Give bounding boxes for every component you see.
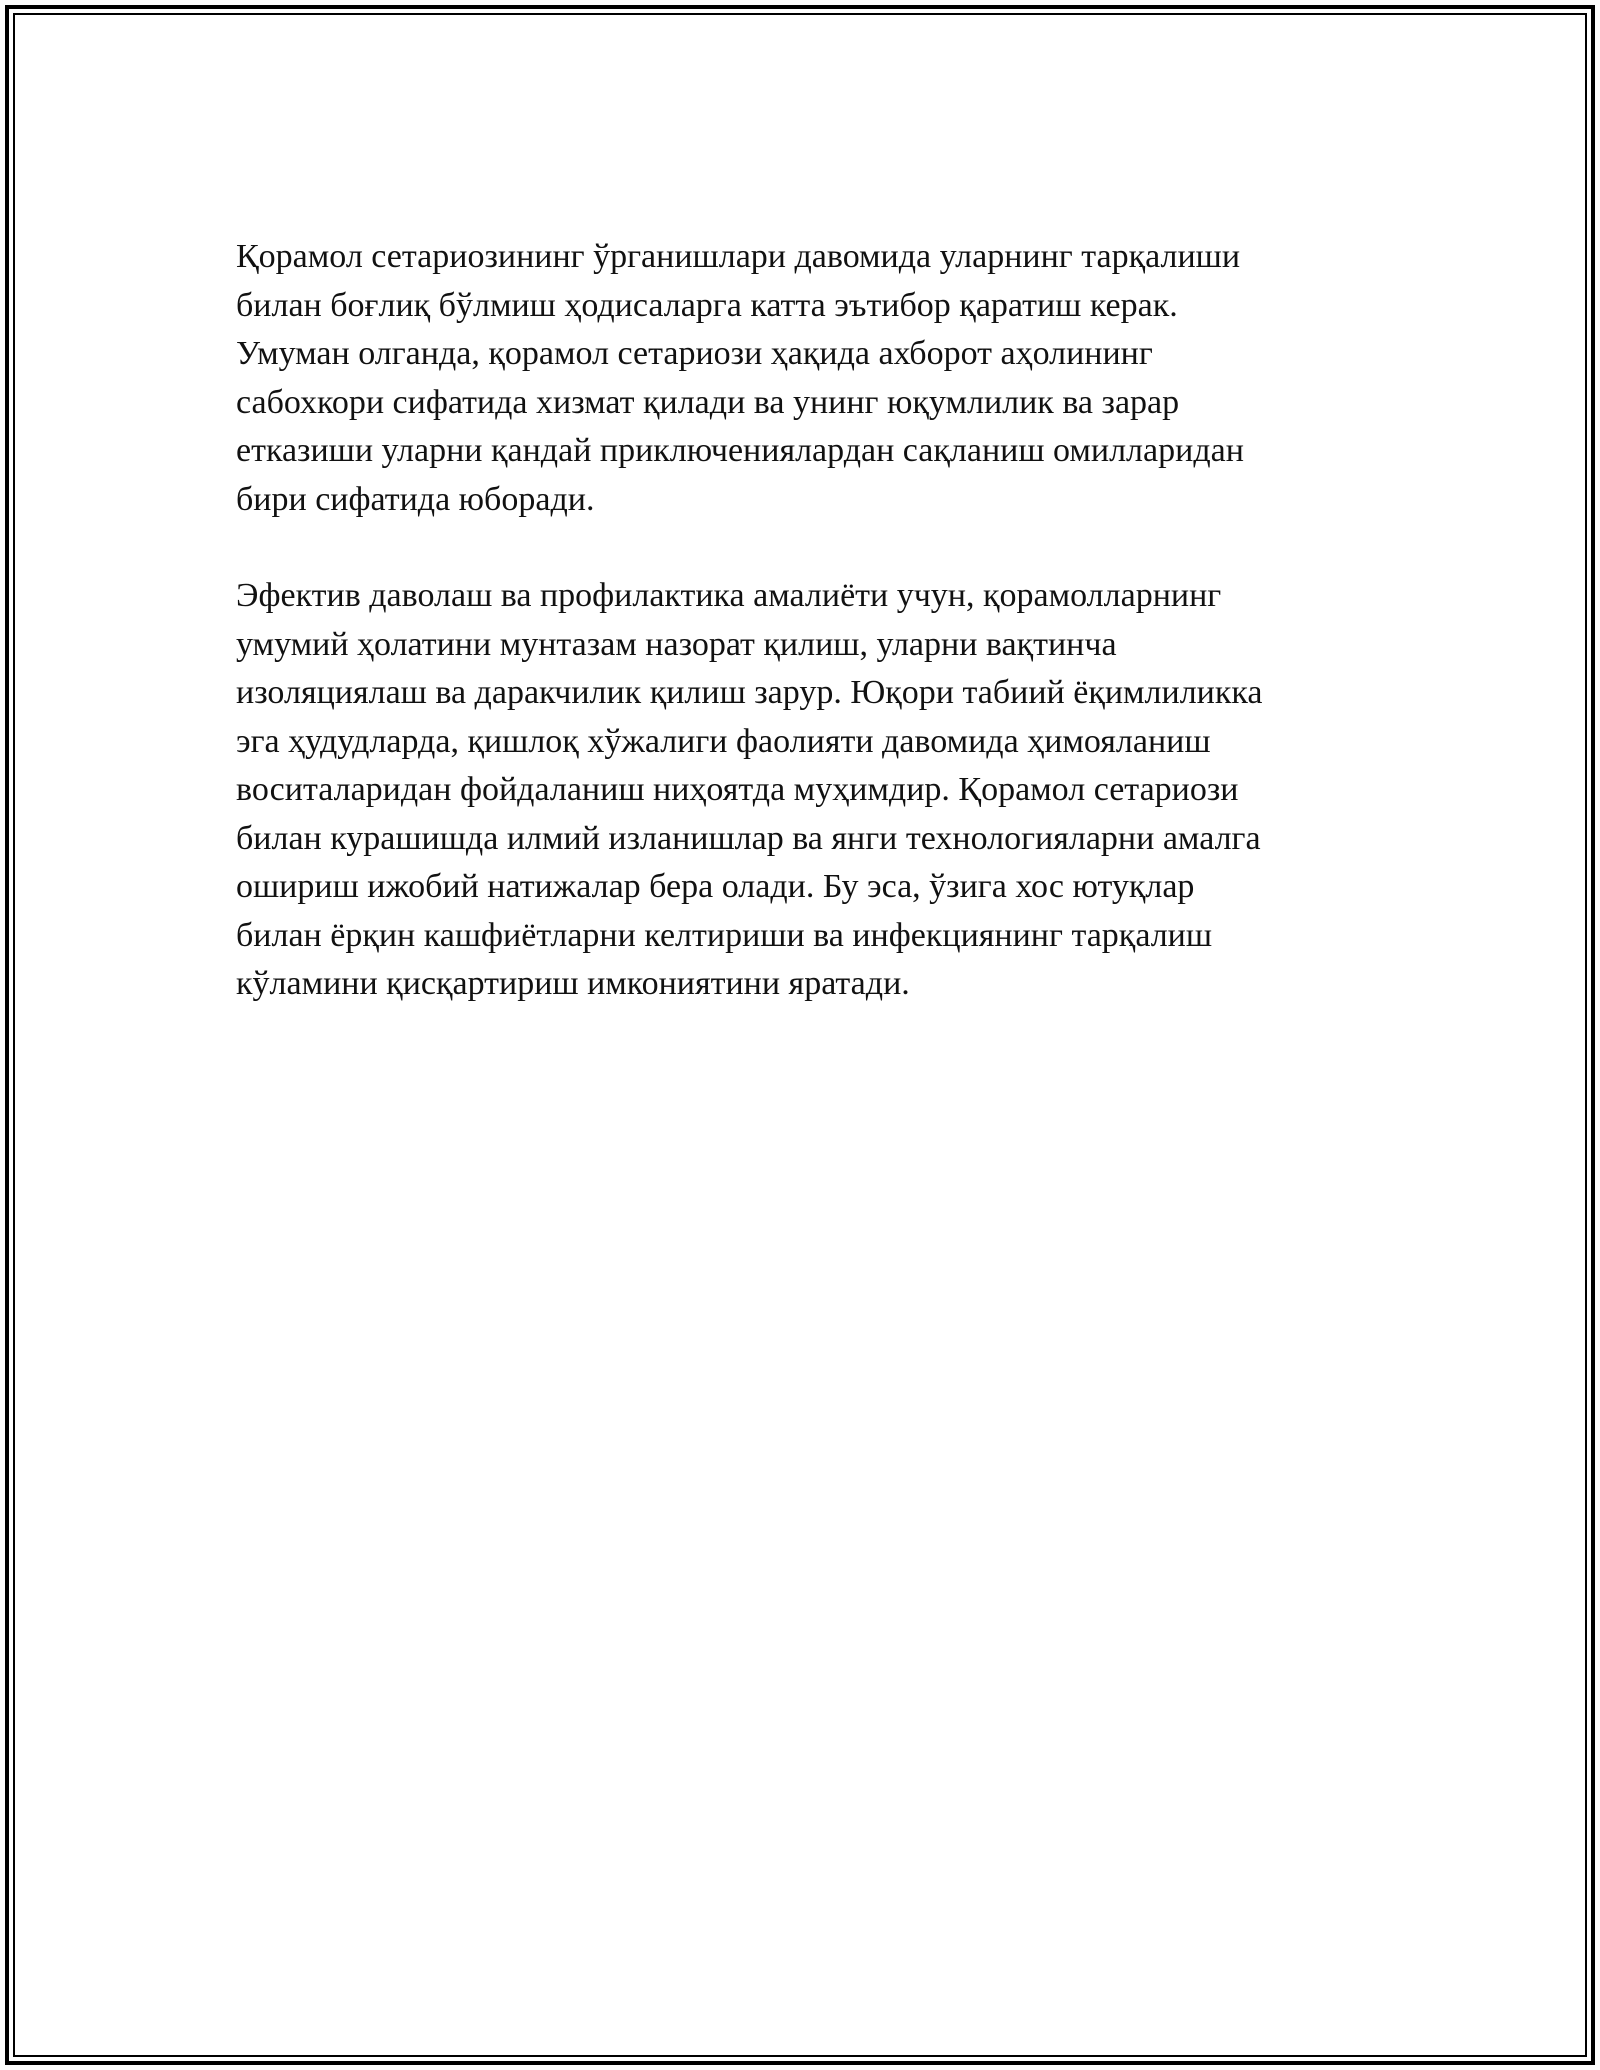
text-line: Қорамол сетариозининг ўрганишлари давомида уларнинг тарқалиши (236, 238, 1241, 275)
text-line: билан курашишда илмий изланишлар ва янги технологияларни амалга (236, 819, 1261, 857)
text-line: воситаларидан фойдаланиш ниҳоятда муҳимдир. Қорамол сетариози (236, 771, 1239, 808)
text-line: эга ҳудудларда, қишлоқ хўжалиги фаолияти давомида ҳимояланиш (236, 722, 1211, 760)
text-line: Эфектив даволаш ва профилактика амалиёти учун, қорамолларнинг (236, 577, 1222, 614)
text-line: билан ёрқин кашфиётларни келтириши ва инфекциянинг тарқалиш (236, 916, 1213, 954)
text-line: Умуман олганда, қорамол сетариози ҳақида ахборот аҳолининг (236, 335, 1153, 372)
text-line: изоляциялаш ва даракчилик қилиш зарур. Юқори табиий ёқимлиликка (236, 674, 1263, 711)
text-line: умумий ҳолатини мунтазам назорат қилиш, уларни вақтинча (236, 625, 1117, 663)
document-body (236, 233, 1356, 1009)
paragraph-2 (236, 572, 1356, 1009)
text-line: бири сифатида юборади. (236, 480, 595, 518)
text-line: сабохкори сифатида хизмат қилади ва унинг юқумлилик ва зарар (236, 383, 1180, 421)
text-line: етказиши уларни қандай приключениялардан сақланиш омилларидан (236, 432, 1244, 469)
text-line: билан боғлиқ бўлмиш ҳодисаларга катта эътибор қаратиш керак. (236, 286, 1178, 324)
text-line: ошириш ижобий натижалар бера олади. Бу эса, ўзига хос ютуқлар (236, 868, 1195, 905)
paragraph-1 (236, 233, 1356, 524)
text-line: кўламини қисқартириш имкониятини яратади. (236, 965, 910, 1002)
